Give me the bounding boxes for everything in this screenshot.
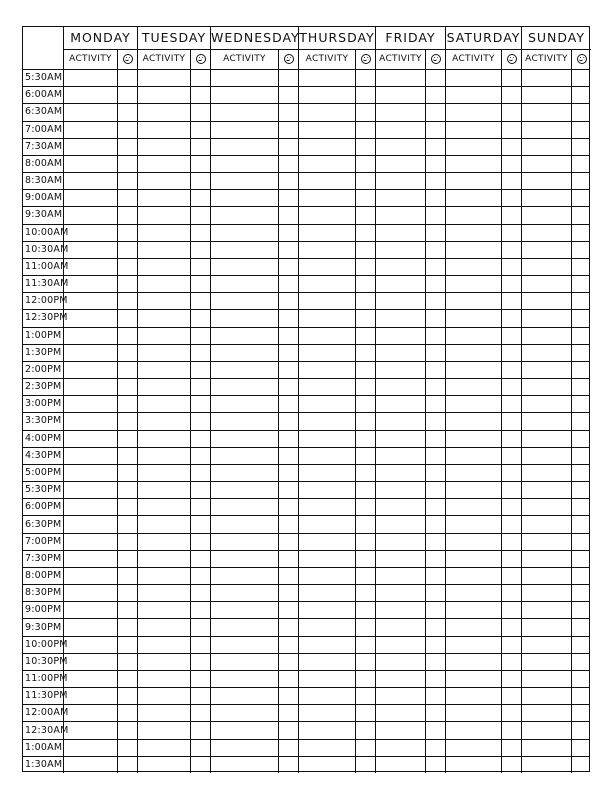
row-divider: [23, 378, 589, 379]
row-divider: [23, 309, 589, 310]
time-slot-row[interactable]: [63, 412, 589, 429]
row-divider: [23, 533, 589, 534]
time-label: 9:00AM: [25, 192, 63, 204]
time-slot-row[interactable]: [63, 756, 589, 773]
row-divider: [23, 292, 589, 293]
time-label: 4:30PM: [25, 449, 62, 461]
day-header-tuesday: TUESDAY: [137, 27, 210, 49]
time-slot-row[interactable]: [63, 533, 589, 550]
weekly-planner-grid: [22, 26, 590, 772]
time-label: 7:00PM: [25, 535, 62, 547]
time-slot-row[interactable]: [63, 344, 589, 361]
day-column-divider: [521, 69, 522, 773]
time-slot-row[interactable]: [63, 138, 589, 155]
row-divider: [23, 567, 589, 568]
smiley-face-icon: [196, 54, 206, 64]
time-slot-row[interactable]: [63, 206, 589, 223]
smiley-face-icon: [284, 54, 294, 64]
time-slot-row[interactable]: [63, 721, 589, 738]
smiley-face-icon: [431, 54, 441, 64]
mood-column-header-sunday: [571, 49, 591, 69]
day-header-sunday: SUNDAY: [521, 27, 591, 49]
row-divider: [23, 447, 589, 448]
day-header-saturday: SATURDAY: [445, 27, 521, 49]
mood-column-header-thursday: [355, 49, 375, 69]
time-label: 9:30PM: [25, 621, 62, 633]
mood-column-divider: [278, 69, 279, 773]
time-slot-row[interactable]: [63, 103, 589, 120]
time-label: 10:00AM: [25, 226, 69, 238]
time-slot-row[interactable]: [63, 481, 589, 498]
row-divider: [23, 636, 589, 637]
mood-column-divider: [355, 69, 356, 773]
time-slot-row[interactable]: [63, 739, 589, 756]
mood-column-divider: [190, 69, 191, 773]
time-label: 6:30AM: [25, 106, 63, 118]
time-label: 6:00PM: [25, 501, 62, 513]
day-column-divider: [210, 69, 211, 773]
subheader-divider: [23, 69, 589, 70]
time-slot-row[interactable]: [63, 670, 589, 687]
smiley-face-icon: [507, 54, 517, 64]
time-slot-row[interactable]: [63, 309, 589, 326]
time-slot-row[interactable]: [63, 618, 589, 635]
activity-label-thursday: ACTIVITY: [298, 49, 355, 69]
time-slot-row[interactable]: [63, 292, 589, 309]
row-divider: [23, 515, 589, 516]
mood-column-divider: [425, 69, 426, 773]
time-slot-row[interactable]: [63, 378, 589, 395]
row-divider: [23, 550, 589, 551]
time-label: 7:00AM: [25, 123, 63, 135]
time-slot-row[interactable]: [63, 121, 589, 138]
row-divider: [23, 138, 589, 139]
mood-column-header-tuesday: [190, 49, 210, 69]
day-column-divider: [137, 69, 138, 773]
row-divider: [23, 653, 589, 654]
mood-column-header-friday: [425, 49, 445, 69]
mood-column-divider: [117, 69, 118, 773]
smiley-face-icon: [577, 54, 587, 64]
time-label: 2:30PM: [25, 381, 62, 393]
time-label: 5:00PM: [25, 467, 62, 478]
time-slot-row[interactable]: [63, 601, 589, 618]
mood-column-divider: [501, 69, 502, 773]
smiley-face-icon: [361, 54, 371, 64]
row-divider: [23, 189, 589, 190]
row-divider: [23, 155, 589, 156]
time-label: 8:00AM: [25, 157, 63, 169]
time-slot-row[interactable]: [63, 447, 589, 464]
row-divider: [23, 704, 589, 705]
activity-label-wednesday: ACTIVITY: [210, 49, 278, 69]
time-label: 3:00PM: [25, 398, 62, 410]
time-slot-row[interactable]: [63, 704, 589, 721]
time-slot-row[interactable]: [63, 464, 589, 481]
row-divider: [23, 395, 589, 396]
row-divider: [23, 687, 589, 688]
row-divider: [23, 258, 589, 259]
row-divider: [23, 103, 589, 104]
time-label: 7:30PM: [25, 552, 62, 564]
mood-column-header-monday: [117, 49, 137, 69]
row-divider: [23, 498, 589, 499]
time-label: 5:30AM: [25, 72, 63, 84]
row-divider: [23, 430, 589, 431]
day-header-friday: FRIDAY: [375, 27, 445, 49]
time-slot-row[interactable]: [63, 224, 589, 241]
row-divider: [23, 275, 589, 276]
time-slot-row[interactable]: [63, 687, 589, 704]
time-slot-row[interactable]: [63, 155, 589, 172]
time-slot-row[interactable]: [63, 567, 589, 584]
activity-label-sunday: ACTIVITY: [521, 49, 571, 69]
row-divider: [23, 344, 589, 345]
time-label: 9:30AM: [25, 209, 63, 221]
row-divider: [23, 224, 589, 225]
time-label: 12:30PM: [25, 312, 68, 324]
day-header-divider: [63, 49, 591, 50]
time-label: 8:00PM: [25, 570, 62, 582]
row-divider: [23, 412, 589, 413]
row-divider: [23, 86, 589, 87]
time-column-header-divider: [63, 27, 64, 69]
mood-column-header-saturday: [501, 49, 521, 69]
time-label: 12:30AM: [25, 724, 69, 736]
row-divider: [23, 361, 589, 362]
time-label: 12:00PM: [25, 295, 68, 307]
time-label: 5:30PM: [25, 484, 62, 496]
row-divider: [23, 241, 589, 242]
time-label: 11:00PM: [25, 673, 68, 685]
time-label: 8:30AM: [25, 175, 63, 187]
row-divider: [23, 327, 589, 328]
time-slot-row[interactable]: [63, 430, 589, 447]
mood-column-divider: [571, 69, 572, 773]
time-slot-row[interactable]: [63, 395, 589, 412]
time-slot-row[interactable]: [63, 69, 589, 86]
time-slot-row[interactable]: [63, 86, 589, 103]
time-label: 7:30AM: [25, 140, 63, 152]
time-label: 11:30AM: [25, 278, 69, 290]
time-slot-row[interactable]: [63, 550, 589, 567]
day-column-divider: [375, 69, 376, 773]
activity-label-saturday: ACTIVITY: [445, 49, 501, 69]
time-slot-row[interactable]: [63, 498, 589, 515]
time-slot-row[interactable]: [63, 515, 589, 532]
time-slot-row[interactable]: [63, 275, 589, 292]
row-divider: [23, 756, 589, 757]
time-label: 6:00AM: [25, 89, 63, 101]
time-label: 12:00AM: [25, 707, 69, 719]
activity-label-tuesday: ACTIVITY: [137, 49, 190, 69]
day-header-wednesday: WEDNESDAY: [210, 27, 298, 49]
activity-label-monday: ACTIVITY: [63, 49, 117, 69]
row-divider: [23, 206, 589, 207]
time-slot-row[interactable]: [63, 636, 589, 653]
time-slot-row[interactable]: [63, 241, 589, 258]
time-label: 2:00PM: [25, 363, 62, 375]
activity-label-friday: ACTIVITY: [375, 49, 425, 69]
day-header-thursday: THURSDAY: [298, 27, 375, 49]
time-label: 10:30PM: [25, 655, 68, 667]
time-slot-row[interactable]: [63, 172, 589, 189]
mood-column-header-wednesday: [278, 49, 298, 69]
time-slot-row[interactable]: [63, 189, 589, 206]
time-slot-row[interactable]: [63, 327, 589, 344]
time-slot-row[interactable]: [63, 584, 589, 601]
row-divider: [23, 618, 589, 619]
row-divider: [23, 721, 589, 722]
time-label: 10:30AM: [25, 243, 69, 255]
row-divider: [23, 464, 589, 465]
row-divider: [23, 601, 589, 602]
time-column-divider: [63, 69, 64, 773]
day-column-divider: [445, 69, 446, 773]
day-header-monday: MONDAY: [63, 27, 137, 49]
row-divider: [23, 670, 589, 671]
time-label: 1:30PM: [25, 346, 62, 358]
time-label: 6:30PM: [25, 518, 62, 530]
row-divider: [23, 739, 589, 740]
time-label: 10:00PM: [25, 638, 68, 650]
time-label: 11:00AM: [25, 260, 69, 272]
day-column-divider: [298, 69, 299, 773]
time-label: 9:00PM: [25, 604, 62, 616]
time-label: 11:30PM: [25, 690, 68, 702]
time-label: 1:30AM: [25, 758, 63, 770]
time-label: 1:00AM: [25, 741, 63, 753]
time-label: 4:00PM: [25, 432, 62, 444]
row-divider: [23, 172, 589, 173]
time-slot-row[interactable]: [63, 258, 589, 275]
time-slot-row[interactable]: [63, 653, 589, 670]
time-slot-row[interactable]: [63, 361, 589, 378]
smiley-face-icon: [123, 54, 133, 64]
row-divider: [23, 121, 589, 122]
row-divider: [23, 584, 589, 585]
time-label: 8:30PM: [25, 587, 62, 599]
time-label: 3:30PM: [25, 415, 62, 427]
time-label: 1:00PM: [25, 329, 62, 341]
row-divider: [23, 481, 589, 482]
